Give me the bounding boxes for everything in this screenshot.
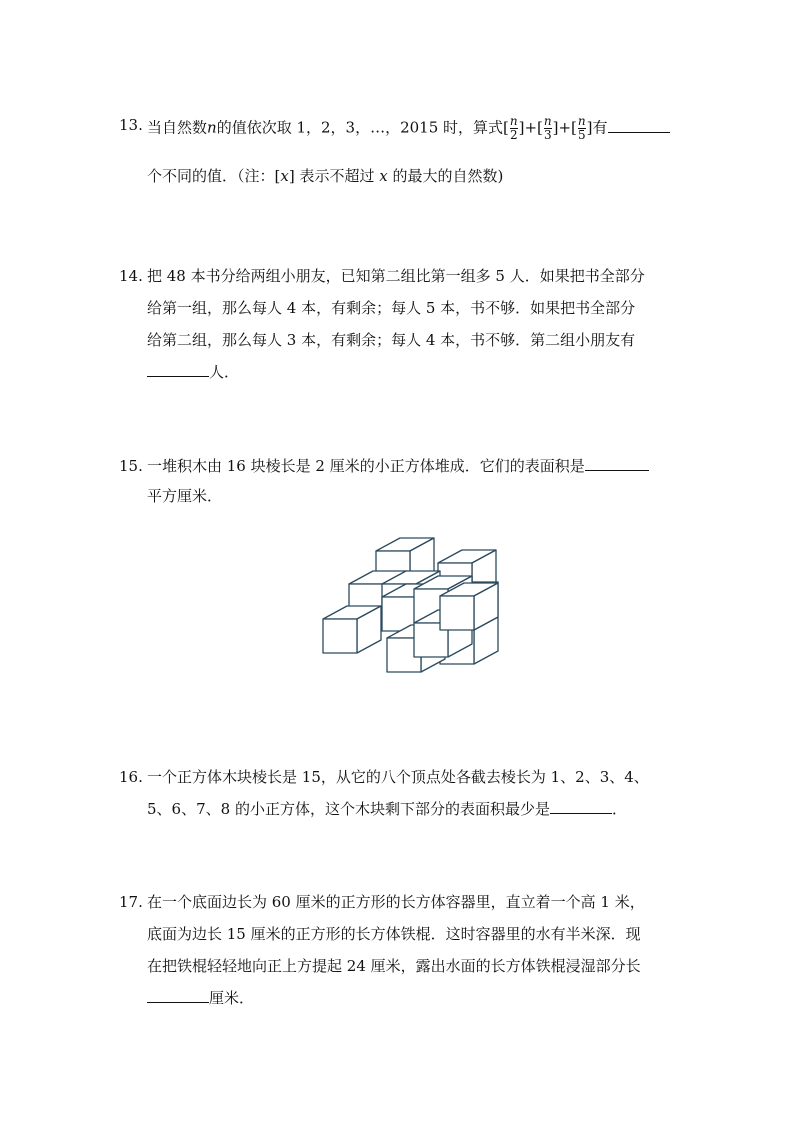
answer-blank[interactable] xyxy=(147,988,209,1003)
question-14-line-3: 给第二组，那么每人 3 本，有剩余；每人 4 本，书不够．第二组小朋友有 xyxy=(147,331,636,349)
fraction-n-over-3: $\frac{n}{3}$ xyxy=(543,114,552,142)
question-number: 15. xyxy=(119,457,143,475)
answer-blank[interactable] xyxy=(608,118,670,133)
answer-blank[interactable] xyxy=(550,799,612,814)
cube-face xyxy=(440,596,474,630)
question-13-line-1: 当自然数n的值依次取 1，2，3，…，2015 时，算式[ $\frac{n}{2}$ ]+[ $\frac{n}{3}$ ]+[ $\frac{n}{5}$ ]有 xyxy=(147,115,670,142)
question-13-line-2: 个不同的值．（注：[x] 表示不超过 x 的最大的自然数) xyxy=(147,167,504,185)
question-16-line-1: 一个正方体木块棱长是 15，从它的八个顶点处各截去棱长为 1、2、3、4、 xyxy=(147,768,649,786)
question-17-line-2: 底面为边长 15 厘米的正方形的长方体铁棍．这时容器里的水有半米深．现 xyxy=(147,925,641,943)
question-14-line-4: 人． xyxy=(147,362,239,382)
question-number: 16. xyxy=(119,768,143,786)
question-number: 17. xyxy=(119,893,143,911)
question-15-line-2: 平方厘米． xyxy=(147,487,223,505)
question-17-line-4: 厘米． xyxy=(147,988,254,1008)
stacked-cubes-figure xyxy=(322,517,502,692)
fraction-n-over-2: $\frac{n}{2}$ xyxy=(509,114,518,142)
question-17-line-1: 在一个底面边长为 60 厘米的正方形的长方体容器里，直立着一个高 1 米， xyxy=(147,893,645,911)
answer-blank[interactable] xyxy=(585,456,649,471)
answer-blank[interactable] xyxy=(147,362,209,377)
question-16-line-2: 5、6、7、8 的小正方体，这个木块剩下部分的表面积最少是 ． xyxy=(147,800,627,818)
fraction-n-over-5: $\frac{n}{5}$ xyxy=(577,114,586,142)
question-number: 14. xyxy=(119,267,143,285)
cube-face xyxy=(323,619,357,653)
question-14-line-2: 给第一组，那么每人 4 本，有剩余；每人 5 本，书不够．如果把书全部分 xyxy=(147,299,636,317)
question-15-line-1: 一堆积木由 16 块棱长是 2 厘米的小正方体堆成．它们的表面积是 xyxy=(147,456,649,476)
question-17-line-3: 在把铁棍轻轻地向正上方提起 24 厘米，露出水面的长方体铁棍浸湿部分长 xyxy=(147,957,641,975)
question-14-line-1: 把 48 本书分给两组小朋友，已知第二组比第一组多 5 人．如果把书全部分 xyxy=(147,267,645,285)
question-number: 13. xyxy=(119,116,143,134)
